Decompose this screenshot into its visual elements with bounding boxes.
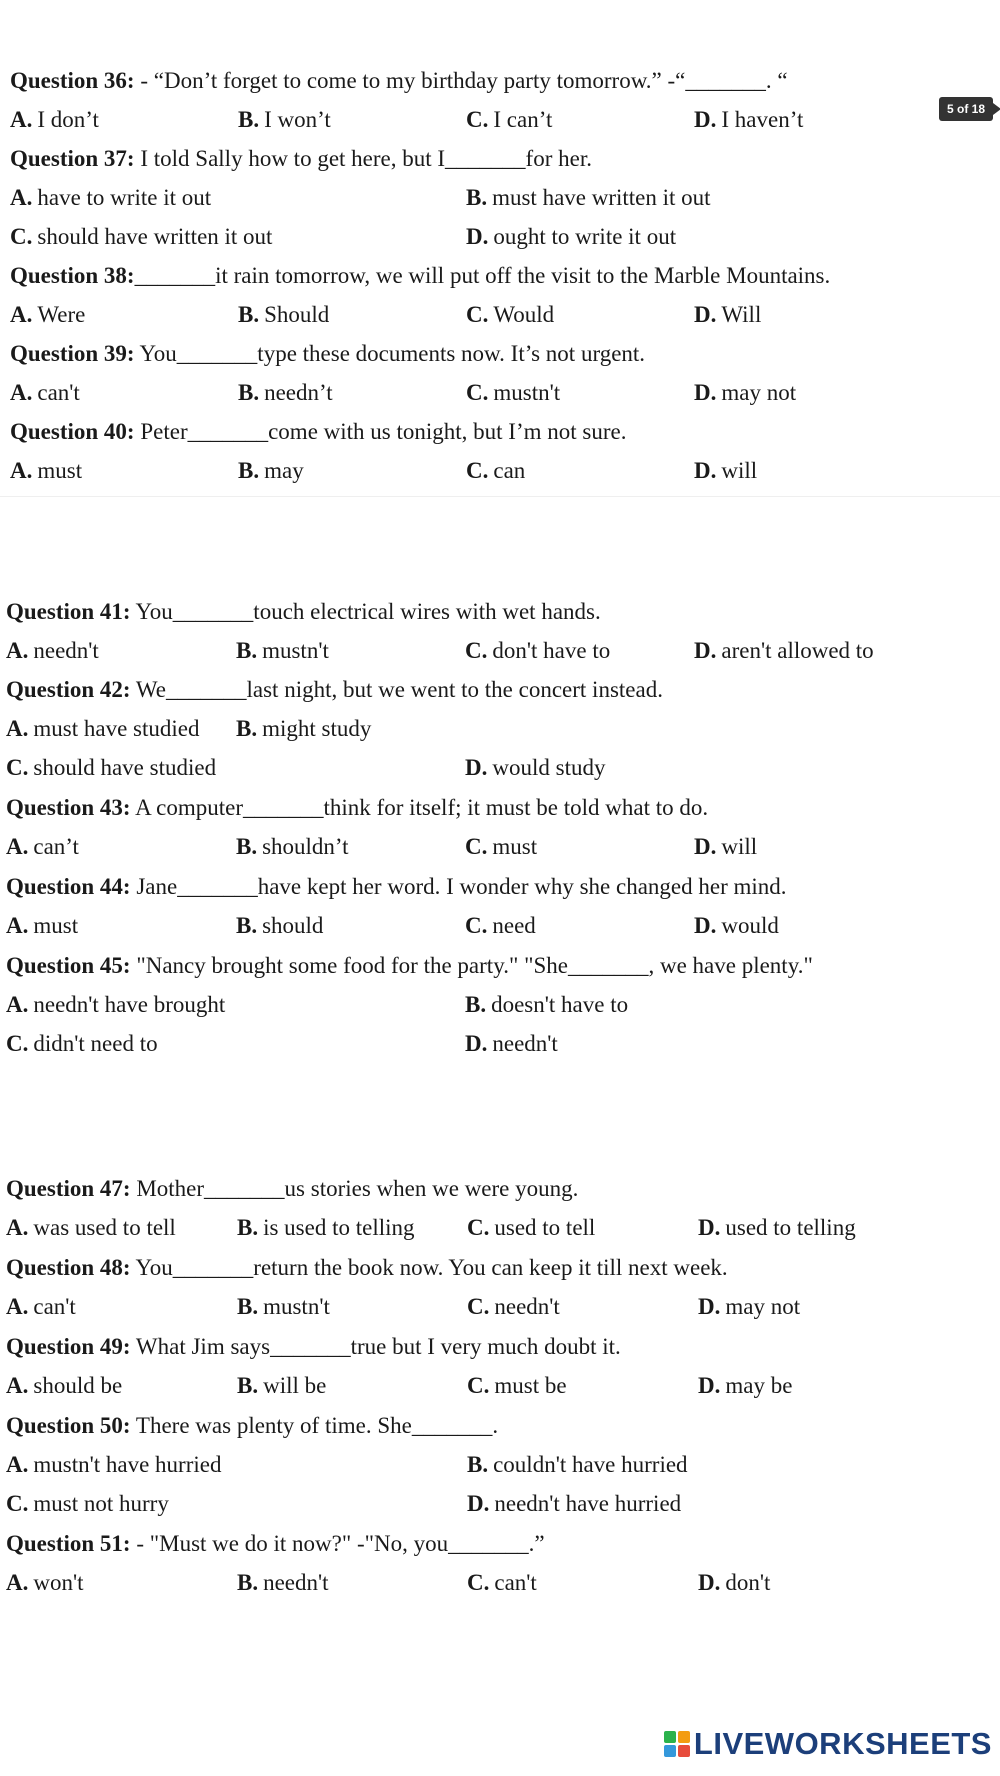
option-c[interactable]: C. must: [465, 834, 538, 859]
question-label: Question 38:: [10, 263, 135, 288]
option-d[interactable]: D. will: [694, 458, 758, 483]
options-row: [0, 1563, 1000, 1603]
question-text: You_______type these documents now. It’s not urgent.: [134, 341, 646, 366]
option-c[interactable]: C. should have studied: [6, 755, 217, 780]
option-c[interactable]: C. must be: [467, 1373, 567, 1398]
option-b[interactable]: B. needn't: [237, 1570, 329, 1595]
options-row: [0, 451, 1000, 491]
question-text: _______it rain tomorrow, we will put off the visit to the Marble Mountains.: [134, 263, 831, 288]
question-label: Question 44:: [6, 874, 131, 899]
question-41: [0, 592, 1000, 632]
section-divider: [0, 496, 1000, 497]
options-row: [0, 178, 1000, 218]
question-text: Peter_______come with us tonight, but I’m not sure.: [134, 419, 627, 444]
question-text: A computer_______think for itself; it must be told what to do.: [130, 795, 709, 820]
option-d[interactable]: D. aren't allowed to: [694, 638, 874, 663]
option-c[interactable]: C. can: [466, 458, 526, 483]
option-a[interactable]: A. won't: [6, 1570, 84, 1595]
options-row: [0, 827, 1000, 867]
options-row: [0, 100, 1000, 140]
options-row: [0, 1445, 1000, 1485]
options-row: [0, 1287, 1000, 1327]
options-row: [0, 906, 1000, 946]
option-d[interactable]: D. may be: [698, 1373, 793, 1398]
option-a[interactable]: A. can't: [10, 380, 80, 405]
question-label: Question 36:: [10, 68, 135, 93]
question-40: [0, 412, 1000, 452]
option-a[interactable]: A. I don’t: [10, 107, 99, 132]
question-label: Question 50:: [6, 1413, 131, 1438]
question-42: [0, 670, 1000, 710]
question-label: Question 48:: [6, 1255, 131, 1280]
liveworksheets-logo-icon: [664, 1731, 690, 1757]
options-row: [0, 748, 1000, 788]
question-text: What Jim says_______true but I very much doubt it.: [130, 1334, 621, 1359]
question-50: [0, 1406, 1000, 1446]
question-51: [0, 1524, 1000, 1564]
question-text: There was plenty of time. She_______.: [130, 1413, 499, 1438]
option-c[interactable]: C. don't have to: [465, 638, 611, 663]
option-d[interactable]: D. will: [694, 834, 758, 859]
question-37: [0, 139, 1000, 179]
option-c[interactable]: C. can't: [467, 1570, 537, 1595]
question-label: Question 49:: [6, 1334, 131, 1359]
options-row: [0, 217, 1000, 257]
question-text: "Nancy brought some food for the party." "She_______, we have plenty.": [130, 953, 813, 978]
question-44: [0, 867, 1000, 907]
question-39: [0, 334, 1000, 374]
option-c[interactable]: C. needn't: [467, 1294, 560, 1319]
question-38: [0, 256, 1000, 296]
option-b[interactable]: B. will be: [237, 1373, 327, 1398]
question-text: You_______touch electrical wires with wet hands.: [130, 599, 601, 624]
options-row: [0, 709, 1000, 749]
question-text: - "Must we do it now?" -"No, you_______.”: [130, 1531, 545, 1556]
option-d[interactable]: D. may not: [698, 1294, 801, 1319]
question-label: Question 37:: [10, 146, 135, 171]
options-row: [0, 631, 1000, 671]
option-a[interactable]: A. must: [10, 458, 83, 483]
option-b[interactable]: B. mustn't: [237, 1294, 330, 1319]
option-d[interactable]: D. I haven’t: [694, 107, 804, 132]
question-36: [0, 61, 1000, 101]
question-label: Question 43:: [6, 795, 131, 820]
question-45: [0, 946, 1000, 986]
option-c[interactable]: C. used to tell: [467, 1215, 596, 1240]
option-c[interactable]: C. mustn't: [466, 380, 561, 405]
page-indicator-badge: 5 of 18: [939, 97, 993, 121]
question-label: Question 45:: [6, 953, 131, 978]
option-a[interactable]: A. should be: [6, 1373, 123, 1398]
question-43: [0, 788, 1000, 828]
option-d[interactable]: D. Will: [694, 302, 762, 327]
question-label: Question 40:: [10, 419, 135, 444]
brand-name: LIVEWORKSHEETS: [693, 1726, 992, 1761]
option-d[interactable]: D. used to telling: [698, 1215, 856, 1240]
question-text: I told Sally how to get here, but I_______for her.: [134, 146, 592, 171]
options-row: [0, 985, 1000, 1025]
options-row: [0, 1208, 1000, 1248]
option-b[interactable]: B. may: [238, 458, 304, 483]
option-b[interactable]: B. I won’t: [238, 107, 331, 132]
option-a[interactable]: A. needn't have brought: [6, 992, 226, 1017]
question-text: Jane_______have kept her word. I wonder why she changed her mind.: [130, 874, 787, 899]
option-b[interactable]: B. doesn't have to: [465, 992, 629, 1017]
option-b[interactable]: B. mustn't: [236, 638, 329, 663]
option-a[interactable]: A. must have studied: [6, 716, 200, 741]
option-d[interactable]: D. needn't: [465, 1031, 558, 1056]
question-48: [0, 1248, 1000, 1288]
option-c[interactable]: C. must not hurry: [6, 1491, 169, 1516]
question-label: Question 51:: [6, 1531, 131, 1556]
question-text: We_______last night, but we went to the concert instead.: [130, 677, 663, 702]
option-c[interactable]: C. should have written it out: [10, 224, 273, 249]
option-c[interactable]: C. I can’t: [466, 107, 553, 132]
option-a[interactable]: A. have to write it out: [10, 185, 212, 210]
question-label: Question 42:: [6, 677, 131, 702]
option-a[interactable]: A. must: [6, 913, 79, 938]
option-b[interactable]: B. needn’t: [238, 380, 333, 405]
option-a[interactable]: A. needn't: [6, 638, 99, 663]
question-text: - “Don’t forget to come to my birthday party tomorrow.” -“_______. “: [134, 68, 788, 93]
option-c[interactable]: C. Would: [466, 302, 555, 327]
option-a[interactable]: A. was used to tell: [6, 1215, 176, 1240]
option-d[interactable]: D. may not: [694, 380, 797, 405]
option-d[interactable]: D. needn't have hurried: [467, 1491, 682, 1516]
option-b[interactable]: B. should: [236, 913, 324, 938]
option-c[interactable]: C. need: [465, 913, 536, 938]
option-b[interactable]: B. must have written it out: [466, 185, 711, 210]
option-a[interactable]: A. can’t: [6, 834, 79, 859]
option-a[interactable]: A. Were: [10, 302, 86, 327]
options-row: [0, 1366, 1000, 1406]
question-label: Question 39:: [10, 341, 135, 366]
option-d[interactable]: D. don't: [698, 1570, 771, 1595]
question-text: You_______return the book now. You can keep it till next week.: [130, 1255, 728, 1280]
question-label: Question 41:: [6, 599, 131, 624]
options-row: [0, 1484, 1000, 1524]
option-d[interactable]: D. would: [694, 913, 779, 938]
option-b[interactable]: B. Should: [238, 302, 330, 327]
question-49: [0, 1327, 1000, 1367]
option-b[interactable]: B. is used to telling: [237, 1215, 415, 1240]
option-d[interactable]: D. ought to write it out: [466, 224, 677, 249]
option-a[interactable]: A. can't: [6, 1294, 76, 1319]
liveworksheets-brand: [664, 1724, 992, 1764]
options-row: [0, 1024, 1000, 1064]
option-b[interactable]: B. couldn't have hurried: [467, 1452, 688, 1477]
question-label: Question 47:: [6, 1176, 131, 1201]
options-row: [0, 295, 1000, 335]
options-row: [0, 373, 1000, 413]
option-b[interactable]: B. shouldn’t: [236, 834, 349, 859]
option-b[interactable]: B. might study: [236, 716, 372, 741]
option-d[interactable]: D. would study: [465, 755, 606, 780]
question-text: Mother_______us stories when we were young.: [130, 1176, 579, 1201]
option-c[interactable]: C. didn't need to: [6, 1031, 158, 1056]
question-47: [0, 1169, 1000, 1209]
option-a[interactable]: A. mustn't have hurried: [6, 1452, 222, 1477]
